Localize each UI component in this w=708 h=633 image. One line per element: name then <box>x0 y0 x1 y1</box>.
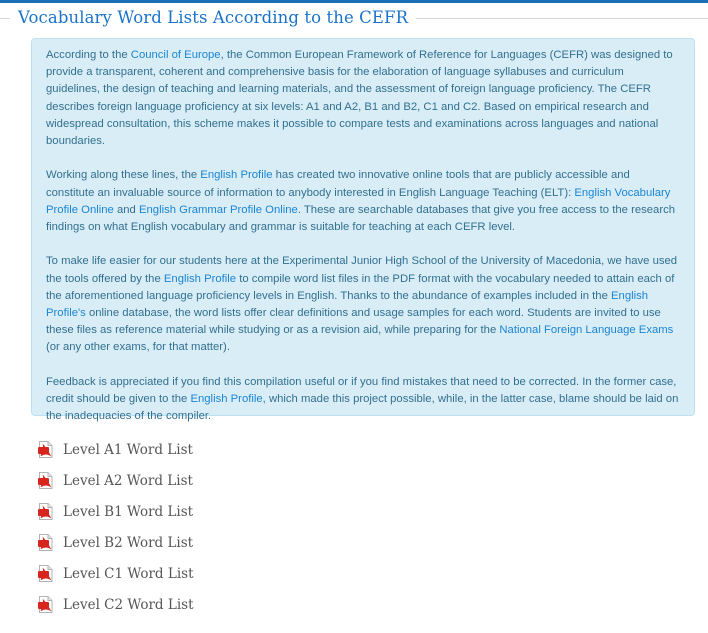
english-profile-link[interactable]: English Profile <box>163 272 237 285</box>
list-item <box>38 496 438 527</box>
intro-paragraph <box>46 47 680 150</box>
text: to compile word list files in the PDF format with the vocabulary needed to attain each of the aforementioned language proficiency levels in English. Thanks to the abundance of examples included in the <box>46 272 675 302</box>
text: . These are searchable databases that give you free access to the research findings on what English vocabulary and grammar is suitable for teaching at each CEFR level. <box>46 203 676 234</box>
pdf-file-icon <box>38 565 53 582</box>
text: (or any other exams, for that matter). <box>46 341 230 354</box>
info-panel <box>31 38 695 423</box>
level-a2-word-list-link[interactable]: Level A2 Word List <box>63 472 193 489</box>
pdf-file-icon <box>38 503 53 520</box>
level-b2-word-list-link[interactable]: Level B2 Word List <box>63 534 194 551</box>
pdf-file-icon <box>38 472 53 489</box>
text: Working along these lines, the <box>46 169 201 182</box>
section-heading-row <box>0 10 708 36</box>
level-c1-word-list-link[interactable]: Level C1 Word List <box>63 565 194 582</box>
list-item <box>38 558 438 589</box>
pdf-file-icon <box>38 534 53 551</box>
text: , which made this project possible, while, in the latter case, blame should be laid on the inadequacies of the compiler. <box>46 393 679 423</box>
word-list-downloads <box>38 434 438 620</box>
english-profile-link[interactable]: English Profile <box>200 169 273 182</box>
list-item <box>38 589 438 620</box>
list-item <box>38 527 438 558</box>
list-item <box>38 434 438 465</box>
text: online database, the word lists offer clear definitions and usage samples for each word. Students are invited to use these files as reference material while studying or as a revision aid, while preparing for the <box>46 307 661 337</box>
english-profile-database-link[interactable]: English Profile's <box>46 289 649 320</box>
english-vocabulary-profile-link[interactable]: English Vocabulary Profile Online <box>46 186 671 216</box>
english-profile-paragraph <box>46 167 680 236</box>
english-grammar-profile-link[interactable]: English Grammar Profile Online <box>138 203 298 216</box>
level-b1-word-list-link[interactable]: Level B1 Word List <box>63 503 194 520</box>
national-foreign-language-exams-link[interactable]: National Foreign Language Exams <box>499 324 674 337</box>
council-of-europe-link[interactable]: Council of Europe <box>130 49 221 61</box>
pdf-file-icon <box>38 441 53 458</box>
students-paragraph <box>46 253 680 356</box>
text: and <box>113 203 139 216</box>
level-c2-word-list-link[interactable]: Level C2 Word List <box>63 596 194 613</box>
top-accent-bar <box>0 0 708 3</box>
english-profile-link[interactable]: English Profile <box>190 393 263 406</box>
text: Feedback is appreciated if you find this compilation useful or if you find mistakes that need to be corrected. In the former case, credit should be given to the <box>46 375 677 406</box>
text: has created two innovative online tools that are publicly accessible and constitute an invaluable source of information to anybody interested in English Language Teaching (ELT): <box>46 169 630 199</box>
text: , the Common European Framework of Reference for Languages (CEFR) was designed to provide a transparent, coherent and comprehensive basis for the elaboration of language syllabuses and curriculum guidelines, the design of teaching and learning materials, and the assessment of foreign language proficiency. The CEFR describes foreign language proficiency at six levels: A1 and A2, B1 and B2, C1 and C2. Based on empirical research and widespread consultation, this scheme makes it possible to compare tests and examinations across languages and national boundaries. <box>46 49 673 148</box>
list-item <box>38 465 438 496</box>
level-a1-word-list-link[interactable]: Level A1 Word List <box>63 441 193 458</box>
page-title: Vocabulary Word Lists According to the CEFR <box>10 8 416 27</box>
pdf-file-icon <box>38 596 53 613</box>
text: According to the <box>46 49 131 61</box>
text: To make life easier for our students here at the Experimental Junior High School of the University of Macedonia, we have used the tools offered by the <box>46 255 678 285</box>
feedback-paragraph <box>46 374 680 426</box>
